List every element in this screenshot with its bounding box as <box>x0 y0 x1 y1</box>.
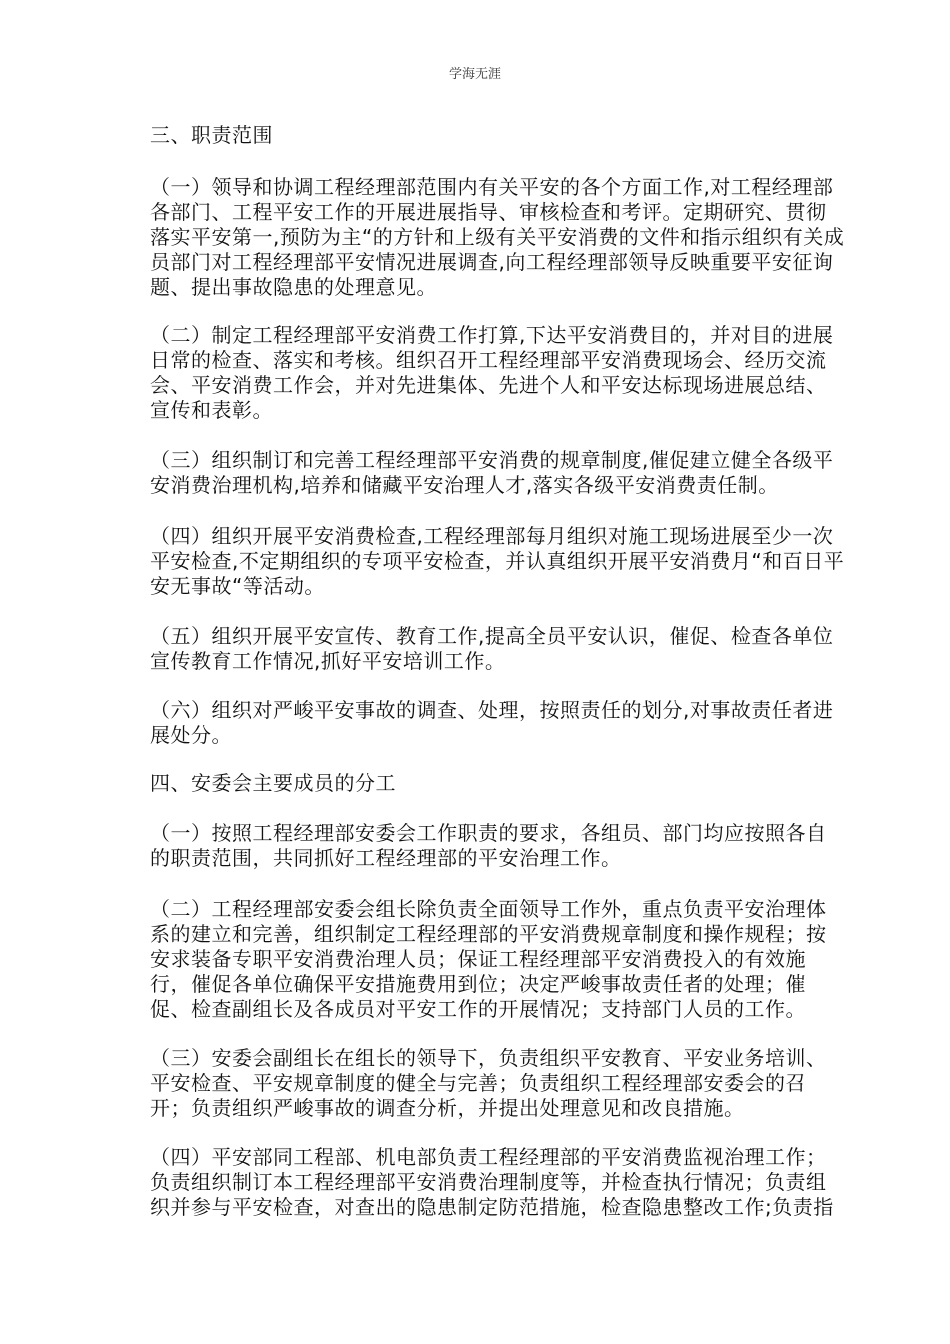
paragraph <box>150 698 833 748</box>
text-line: （一）按照工程经理部安委会工作职责的要求，各组员、部门均应按照各自 <box>150 821 827 845</box>
text-line: 促、检查副组长及各成员对平安工作的开展情况；支持部门人员的工作。 <box>150 997 806 1021</box>
text-line: （三）安委会副组长在组长的领导下，负责组织平安教育、平安业务培训、 <box>150 1046 827 1070</box>
text-line: 宣传和表彰。 <box>150 398 273 422</box>
text-line: （一）领导和协调工程经理部范围内有关平安的各个方面工作,对工程经理部 <box>150 175 834 199</box>
text-line: 会、平安消费工作会，并对先进集体、先进个人和平安达标现场进展总结、 <box>150 373 827 397</box>
text-line: 平安检查、平安规章制度的健全与完善；负责组织工程经理部安委会的召 <box>150 1071 806 1095</box>
text-line: 负责组织制订本工程经理部平安消费治理制度等，并检查执行情况；负责组 <box>150 1170 827 1194</box>
text-line: 落实平安第一,预防为主“的方针和上级有关平安消费的文件和指示组织有关成 <box>150 225 845 249</box>
paragraph <box>150 1145 834 1220</box>
text-line: 三、职责范围 <box>150 123 273 147</box>
paragraph <box>150 821 827 871</box>
text-line: （二）工程经理部安委会组长除负责全面领导工作外，重点负责平安治理体 <box>150 897 827 921</box>
paragraph <box>150 448 833 498</box>
page-header: 学海无涯 <box>448 67 501 82</box>
text-line: 日常的检查、落实和考核。组织召开工程经理部平安消费现场会、经历交流 <box>150 348 827 372</box>
text-line: 织并参与平安检查，对查出的隐患制定防范措施，检查隐患整改工作;负责指 <box>150 1195 834 1219</box>
paragraph <box>150 897 827 1022</box>
text-line: 四、安委会主要成员的分工 <box>150 771 396 795</box>
paragraph <box>150 524 844 599</box>
text-line: 安求装备专职平安消费治理人员；保证工程经理部平安消费投入的有效施 <box>150 947 806 971</box>
section-heading <box>150 123 273 148</box>
text-line: 员部门对工程经理部平安情况进展调查,向工程经理部领导反映重要平安征询 <box>150 250 834 274</box>
text-line: 宣传教育工作情况,抓好平安培训工作。 <box>150 649 506 673</box>
text-line: （四）平安部同工程部、机电部负责工程经理部的平安消费监视治理工作； <box>150 1145 827 1169</box>
text-line: 的职责范围，共同抓好工程经理部的平安治理工作。 <box>150 846 622 870</box>
paragraph <box>150 624 833 674</box>
text-line: （二）制定工程经理部平安消费工作打算,下达平安消费目的，并对目的进展 <box>150 323 834 347</box>
text-line: 行，催促各单位确保平安措施费用到位；决定严峻事故责任者的处理；催 <box>150 972 806 996</box>
text-line: 安无事故“等活动。 <box>150 574 325 598</box>
text-line: 题、提出事故隐患的处理意见。 <box>150 275 437 299</box>
paragraph <box>150 1046 827 1121</box>
text-line: 安消费治理机构,培养和储藏平安治理人才,落实各级平安消费责任制。 <box>150 473 779 497</box>
text-line: （四）组织开展平安消费检查,工程经理部每月组织对施工现场进展至少一次 <box>150 524 834 548</box>
text-line: （三）组织制订和完善工程经理部平安消费的规章制度,催促建立健全各级平 <box>150 448 834 472</box>
paragraph <box>150 175 844 300</box>
text-line: （五）组织开展平安宣传、教育工作,提高全员平安认识，催促、检查各单位 <box>150 624 834 648</box>
paragraph <box>150 323 833 423</box>
text-line: 展处分。 <box>150 723 232 747</box>
text-line: 开；负责组织严峻事故的调查分析，并提出处理意见和改良措施。 <box>150 1096 745 1120</box>
section-heading <box>150 771 396 796</box>
text-line: 各部门、工程平安工作的开展进展指导、审核检查和考评。定期研究、贯彻 <box>150 200 827 224</box>
text-line: 平安检查,不定期组织的专项平安检查，并认真组织开展平安消费月“和百日平 <box>150 549 845 573</box>
text-line: 系的建立和完善，组织制定工程经理部的平安消费规章制度和操作规程；按 <box>150 922 827 946</box>
text-line: （六）组织对严峻平安事故的调查、处理，按照责任的划分,对事故责任者进 <box>150 698 834 722</box>
